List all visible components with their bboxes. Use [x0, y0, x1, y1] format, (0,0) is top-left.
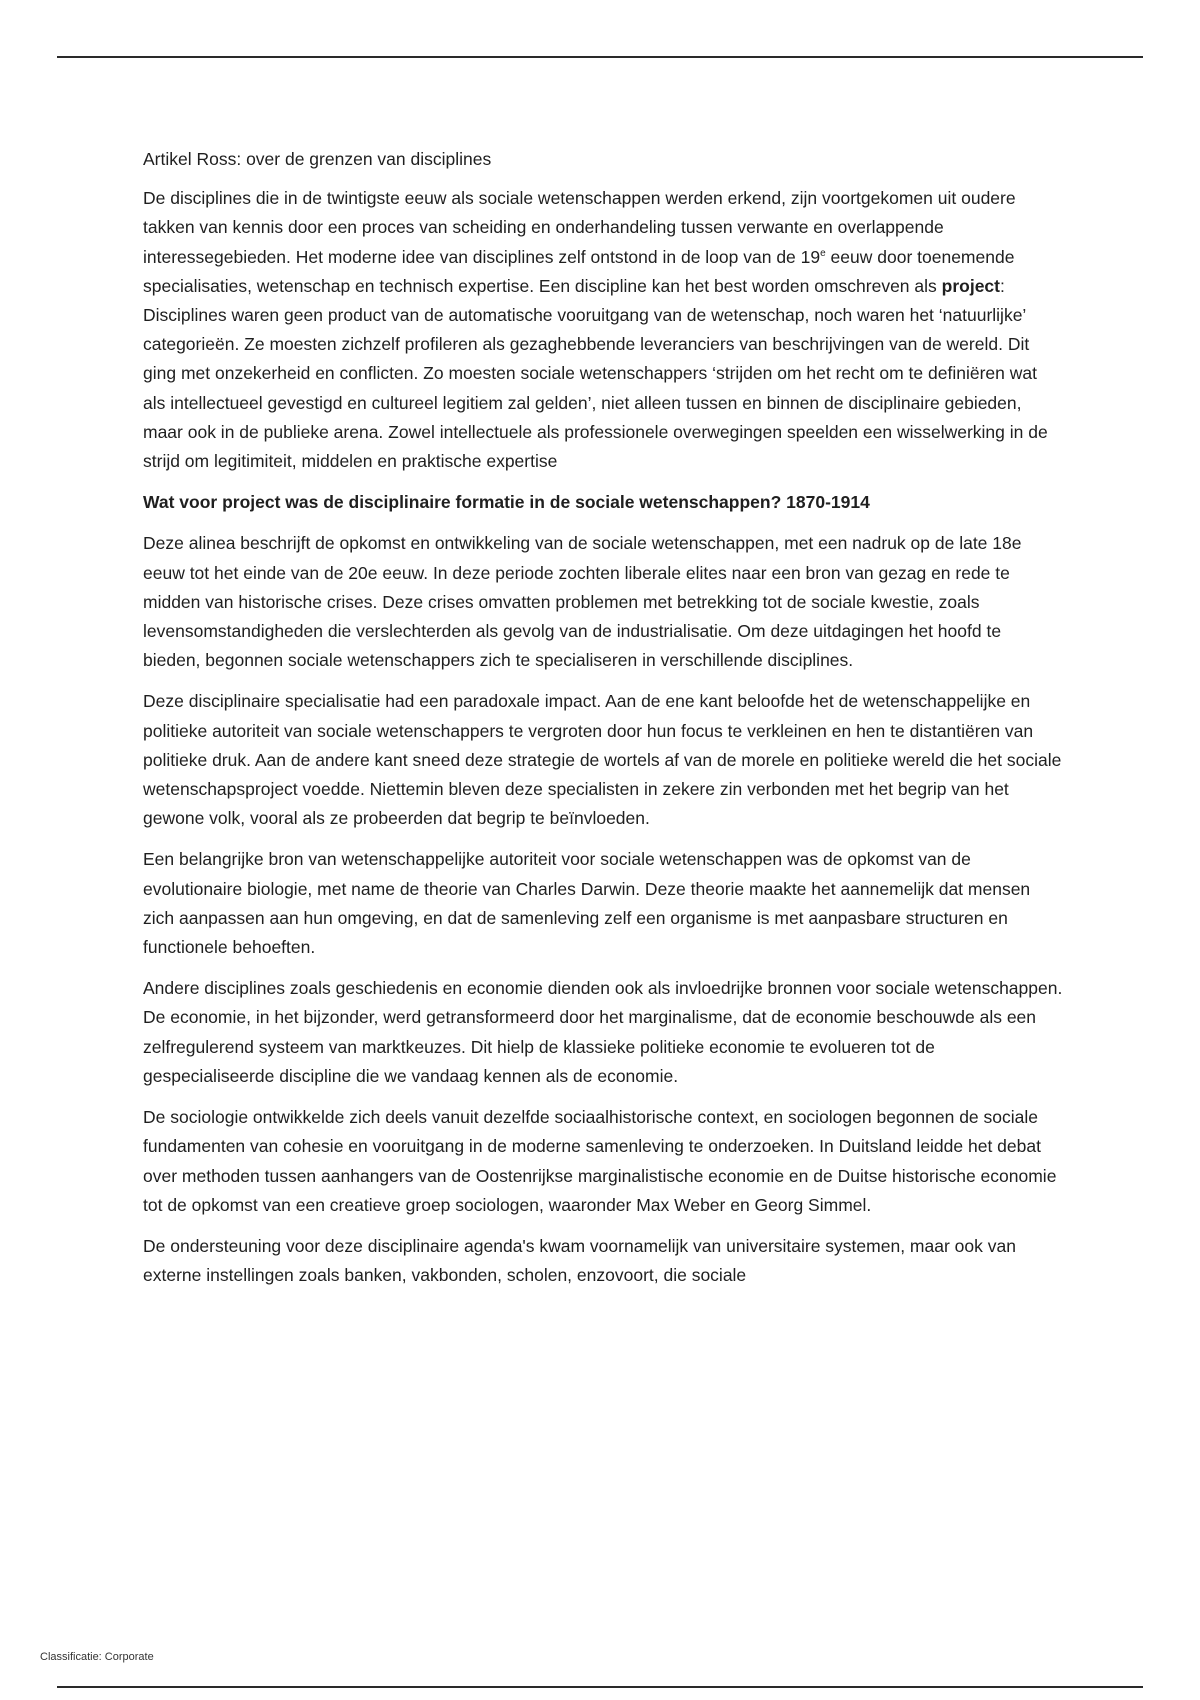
intro-superscript: e	[820, 247, 826, 259]
body-paragraph-2: Deze disciplinaire specialisatie had een paradoxale impact. Aan de ene kant beloofde het de wetenschappelijke en politieke autoriteit van sociale wetenschappers te vergroten door hun focus te verkleinen en hen te distantiëren van politieke druk. Aan de andere kant sneed deze strategie de wortels af van de morele en politieke wereld die het sociale wetenschapsproject voedde. Niettemin bleven deze specialisten in zekere zin verbonden met het begrip van het gewone volk, vooral als ze probeerden dat begrip te beïnvloeden.	[143, 691, 1062, 829]
section-heading: Wat voor project was de disciplinaire formatie in de sociale wetenschappen? 1870-1914	[143, 492, 870, 513]
intro-text-part3: : Disciplines waren geen product van de automatische vooruitgang van de wetenschap, noch waren het ‘natuurlijke’ categorieën. Ze moesten zichzelf profileren als gezaghebbende leveranciers van beschrijvingen van de wereld. Dit ging met onzekerheid en conflicten. Zo moesten sociale wetenschappers ‘strijden om het recht om te definiëren wat als intellectueel gevestigd en cultureel legitiem zal gelden’, niet alleen tussen en binnen de disciplinaire gebieden, maar ook in de publieke arena. Zowel intellectuele als professionele overwegingen speelden een wisselwerking in de strijd om legitimiteit, middelen en praktische expertise	[143, 275, 1048, 472]
intro-paragraph	[143, 184, 1063, 476]
document-body	[143, 145, 1063, 1302]
document-title: Artikel Ross: over de grenzen van disciplines	[143, 149, 492, 169]
intro-text-part1: De disciplines die in de twintigste eeuw als sociale wetenschappen werden erkend, zijn voortgekomen uit oudere takken van kennis door een proces van scheiding en onderhandeling tussen verwante en overlappende interessegebieden. Het moderne idee van disciplines zelf ontstond in de loop van de 19	[143, 188, 1016, 267]
bottom-rule	[57, 1686, 1143, 1688]
intro-text-part2: eeuw door toenemende specialisaties, wetenschap en technisch expertise. Een discipline kan het best worden omschreven als	[143, 246, 1015, 296]
top-rule	[57, 56, 1143, 58]
body-paragraph-3: Een belangrijke bron van wetenschappelijke autoriteit voor sociale wetenschappen was de opkomst van de evolutionaire biologie, met name de theorie van Charles Darwin. Deze theorie maakte het aannemelijk dat mensen zich aanpassen aan hun omgeving, en dat de samenleving zelf een organisme is met aanpasbare structuren en functionele behoeften.	[143, 849, 1031, 958]
body-paragraph-6: De ondersteuning voor deze disciplinaire agenda's kwam voornamelijk van universitaire systemen, maar ook van externe instellingen zoals banken, vakbonden, scholen, enzovoort, die sociale	[143, 1235, 1016, 1286]
body-paragraph-1: Deze alinea beschrijft de opkomst en ontwikkeling van de sociale wetenschappen, met een nadruk op de late 18e eeuw tot het einde van de 20e eeuw. In deze periode zochten liberale elites naar een bron van gezag en rede te midden van historische crises. Deze crises omvatten problemen met betrekking tot de sociale kwestie, zoals levensomstandigheden die verslechterden als gevolg van de industrialisatie. Om deze uitdagingen het hoofd te bieden, begonnen sociale wetenschappers zich te specialiseren in verschillende disciplines.	[143, 533, 1022, 671]
classification-label: Classificatie: Corporate	[40, 1651, 154, 1663]
body-paragraph-5: De sociologie ontwikkelde zich deels vanuit dezelfde sociaalhistorische context, en sociologen begonnen de sociale fundamenten van cohesie en vooruitgang in de moderne samenleving te onderzoeken. In Duitsland leidde het debat over methoden tussen aanhangers van de Oostenrijkse marginalistische economie en de Duitse historische economie tot de opkomst van een creatieve groep sociologen, waaronder Max Weber en Georg Simmel.	[143, 1107, 1057, 1215]
intro-bold-term: project	[941, 275, 1000, 296]
body-paragraph-4: Andere disciplines zoals geschiedenis en economie dienden ook als invloedrijke bronnen voor sociale wetenschappen. De economie, in het bijzonder, werd getransformeerd door het marginalisme, dat de economie beschouwde als een zelfregulerend systeem van marktkeuzes. Dit hielp de klassieke politieke economie te evolueren tot de gespecialiseerde discipline die we vandaag kennen als de economie.	[143, 978, 1063, 1086]
